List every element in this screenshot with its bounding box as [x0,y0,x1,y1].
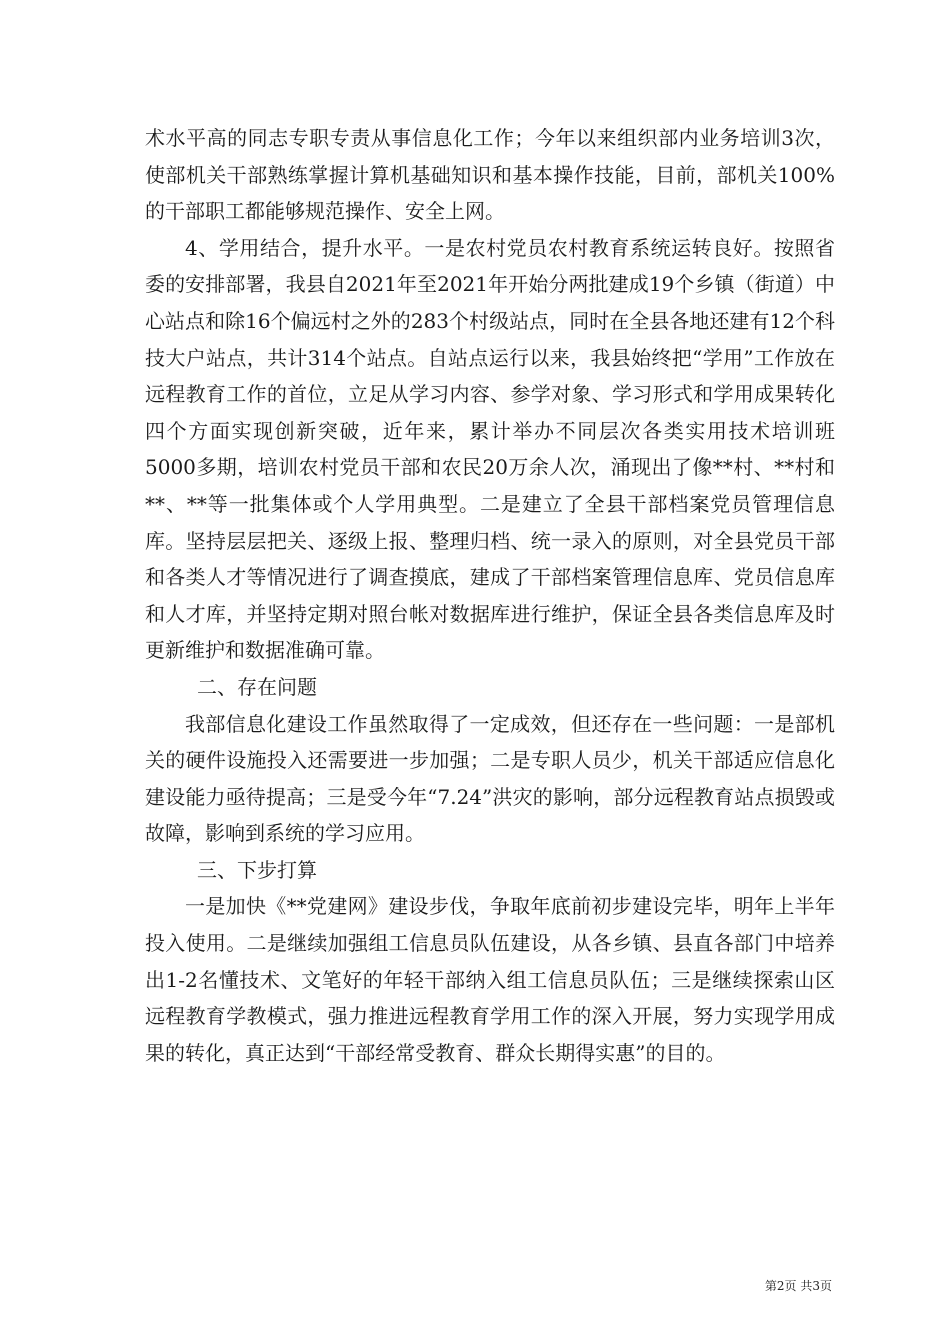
paragraph-continuation: 术水平高的同志专职专责从事信息化工作；今年以来组织部内业务培训3次，使部机关干部熟练掌握计算机基础知识和基本操作技能，目前，部机关100%的干部职工都能够规范操作、安全上网。 [145,126,835,224]
paragraph-problems: 我部信息化建设工作虽然取得了一定成效，但还存在一些问题：一是部机关的硬件设施投入还需要进一步加强；二是专职人员少，机关干部适应信息化建设能力亟待提高；三是受今年“7.24”洪灾的影响，部分远程教育站点损毁或故障，影响到系统的学习应用。 [145,711,835,846]
document-body [145,120,835,1071]
paragraph-next-steps: 一是加快《**党建网》建设步伐，争取年底前初步建设完毕，明年上半年投入使用。二是继续加强组工信息员队伍建设，从各乡镇、县直各部门中培养出1-2名懂技术、文笔好的年轻干部纳入组工信息员队伍；三是继续探索山区远程教育学教模式，强力推进远程教育学用工作的深入开展，努力实现学用成果的转化，真正达到“干部经常受教育、群众长期得实惠”的目的。 [145,894,835,1065]
page-number-footer: 第2页 共3页 [764,1279,832,1293]
section-heading-problems: 二、存在问题 [197,674,317,699]
section-heading-next-steps: 三、下步打算 [197,857,317,882]
paragraph-learning-application: 4、学用结合，提升水平。一是农村党员农村教育系统运转良好。按照省委的安排部署，我县自2021年至2021年开始分两批建成19个乡镇（街道）中心站点和除16个偏远村之外的283个村级站点，同时在全县各地还建有12个科技大户站点，共计314个站点。自站点运行以来，我县始终把“学用”工作放在远程教育工作的首位，立足从学习内容、参学对象、学习形式和学用成果转化四个方面实现创新突破，近年来，累计举办不同层次各类实用技术培训班5000多期，培训农村党员干部和农民20万余人次，涌现出了像**村、**村和**、**等一批集体或个人学用典型。二是建立了全县干部档案党员管理信息库。坚持层层把关、逐级上报、整理归档、统一录入的原则，对全县党员干部和各类人才等情况进行了调查摸底，建成了干部档案管理信息库、党员信息库和人才库，并坚持定期对照台帐对数据库进行维护，保证全县各类信息库及时更新维护和数据准确可靠。 [145,235,835,663]
